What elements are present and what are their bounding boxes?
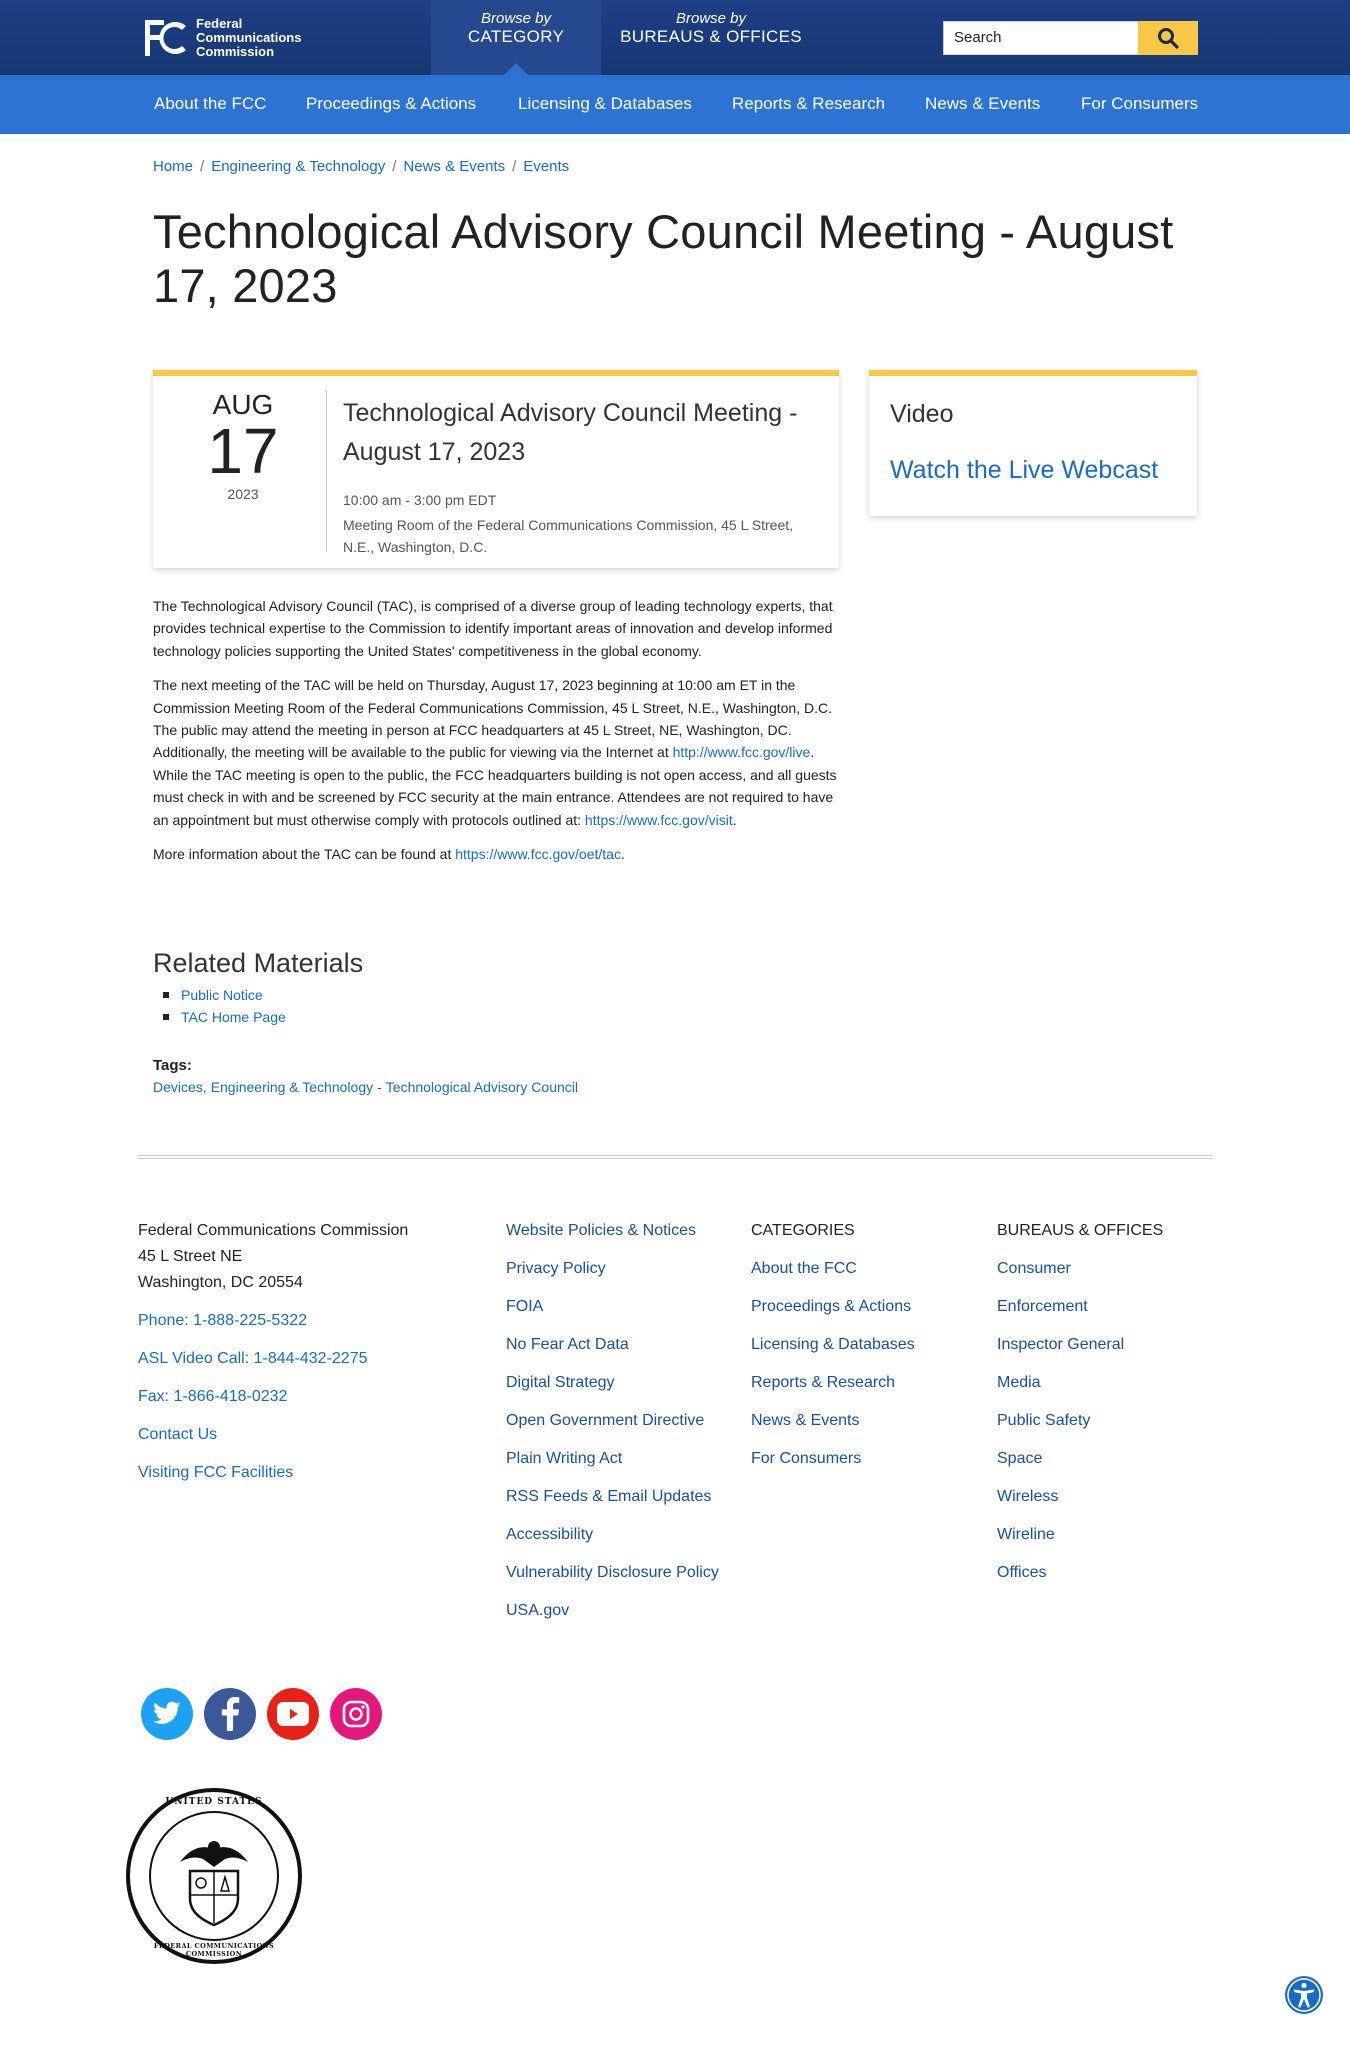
tags-row xyxy=(153,1079,578,1095)
instagram-button[interactable] xyxy=(330,1688,382,1740)
video-card xyxy=(869,370,1197,516)
footer-fax-link[interactable]: Fax: 1-866-418-0232 xyxy=(138,1388,288,1405)
event-time: 10:00 am - 3:00 pm EDT xyxy=(343,492,497,508)
related-materials-list xyxy=(163,984,286,1028)
footer-visiting-link[interactable]: Visiting FCC Facilities xyxy=(138,1464,294,1481)
public-notice-link[interactable]: Public Notice xyxy=(181,987,263,1003)
footer-link[interactable]: Proceedings & Actions xyxy=(751,1298,912,1315)
footer-link[interactable]: Wireline xyxy=(997,1526,1055,1543)
youtube-icon xyxy=(277,1702,309,1726)
tag-comma: , xyxy=(202,1079,207,1095)
related-materials-heading: Related Materials xyxy=(153,948,364,978)
footer-link[interactable]: USA.gov xyxy=(506,1602,570,1619)
fcc-visit-link[interactable]: https://www.fcc.gov/visit xyxy=(584,811,733,828)
logo-text-line3: Commission xyxy=(196,44,275,59)
breadcrumb-home[interactable]: Home xyxy=(153,158,194,175)
description-paragraph-3: More information about the TAC can be found at https://www.fcc.gov/oet/tac. xyxy=(153,846,625,863)
list-item xyxy=(163,984,286,1006)
fcc-logo[interactable] xyxy=(142,17,301,59)
footer-link[interactable]: Digital Strategy xyxy=(506,1374,615,1391)
tag-separator: - xyxy=(377,1079,382,1095)
twitter-button[interactable] xyxy=(141,1688,193,1740)
seal-text-bottom: FEDERAL COMMUNICATIONS COMMISSION xyxy=(153,1942,275,1958)
date-divider xyxy=(326,390,327,552)
tag-devices[interactable]: Devices xyxy=(153,1079,203,1095)
seal-text-top: UNITED STATES xyxy=(165,1797,263,1807)
footer-categories-heading: CATEGORIES xyxy=(751,1222,855,1239)
description-paragraph-1: The Technological Advisory Council (TAC), is comprised of a diverse group of leading technology experts, that provides technical expertise to the Commission to identify important areas of innovation and develop informed technology policies supporting the United States' competitiveness in the global economy. xyxy=(153,598,833,659)
page-title: Technological Advisory Council Meeting - August 17, 2023 xyxy=(153,205,1174,312)
browse-by-bureaus-tab[interactable] xyxy=(601,0,821,75)
footer-link[interactable]: About the FCC xyxy=(751,1260,857,1277)
footer-link[interactable]: FOIA xyxy=(506,1298,544,1315)
footer-link[interactable]: News & Events xyxy=(751,1412,860,1429)
browse-bureaus-big: BUREAUS & OFFICES xyxy=(620,27,802,46)
nav-about[interactable]: About the FCC xyxy=(154,94,267,113)
twitter-icon xyxy=(152,1701,182,1727)
facebook-icon xyxy=(220,1697,240,1731)
breadcrumb: Home / Engineering & Technology / News & Events / Events xyxy=(153,158,570,175)
browse-category-small: Browse by xyxy=(480,10,552,27)
search-icon xyxy=(1157,27,1179,49)
footer-divider xyxy=(138,1155,1212,1159)
footer-link[interactable]: Plain Writing Act xyxy=(506,1450,623,1467)
accessibility-icon[interactable] xyxy=(1284,1975,1324,2015)
event-description xyxy=(153,595,843,877)
footer-asl-link[interactable]: ASL Video Call: 1-844-432-2275 xyxy=(138,1350,368,1367)
logo-text-line1: Federal xyxy=(196,16,243,31)
footer-phone-link[interactable]: Phone: 1-888-225-5322 xyxy=(138,1312,308,1329)
footer-link[interactable]: No Fear Act Data xyxy=(506,1336,629,1353)
nav-caret xyxy=(498,63,534,81)
logo-text-line2: Communications xyxy=(196,30,302,45)
footer-link[interactable]: Reports & Research xyxy=(751,1374,896,1391)
tac-home-page-link[interactable]: TAC Home Page xyxy=(181,1009,286,1025)
watch-live-webcast-link[interactable]: Watch the Live Webcast xyxy=(890,456,1159,484)
browse-bureaus-small: Browse by xyxy=(675,10,747,27)
footer-contact-us-link[interactable]: Contact Us xyxy=(138,1426,218,1443)
footer-contact-column xyxy=(138,1218,458,1498)
footer-link[interactable]: Offices xyxy=(997,1564,1047,1581)
footer-bureaus-heading: BUREAUS & OFFICES xyxy=(997,1222,1164,1239)
event-month: AUG xyxy=(212,389,274,420)
breadcrumb-engineering[interactable]: Engineering & Technology xyxy=(211,158,386,175)
event-date xyxy=(153,390,333,502)
facebook-button[interactable] xyxy=(204,1688,256,1740)
youtube-button[interactable] xyxy=(267,1688,319,1740)
nav-reports[interactable]: Reports & Research xyxy=(732,94,886,113)
fcc-live-link[interactable]: http://www.fcc.gov/live xyxy=(672,744,811,761)
list-item xyxy=(163,1006,286,1028)
event-year: 2023 xyxy=(227,486,259,502)
tac-info-link[interactable]: https://www.fcc.gov/oet/tac xyxy=(455,846,621,863)
footer-link[interactable]: Licensing & Databases xyxy=(751,1336,915,1353)
footer-link[interactable]: For Consumers xyxy=(751,1450,862,1467)
fcc-logo-icon xyxy=(142,18,188,58)
footer-link[interactable]: Inspector General xyxy=(997,1336,1125,1353)
description-paragraph-2: The next meeting of the TAC will be held on Thursday, August 17, 2023 beginning at 10:00 am ET in the Commission Meeting Room of the Federal Communications Commission, 45 L Street, N.E., Washington, D.C. The public may attend the meeting in person at FCC headquarters at 45 L Street, NE, Washington, DC. Additionally, the meeting will be available to the public for viewing via the Internet at http://www.fcc.gov/live. While the TAC meeting is open to the public, the FCC headquarters building is not open access, and all guests must check in with and be screened by FCC security at the main entrance. Attendees are not required to have an appointment but must otherwise comply with protocols outlined at: https://www.fcc.gov/visit. xyxy=(153,677,837,828)
footer-address: Federal Communications Commission 45 L Street NE Washington, DC 20554 xyxy=(138,1222,409,1291)
tags-label: Tags: xyxy=(153,1057,192,1074)
video-heading: Video xyxy=(890,400,954,428)
footer-link[interactable]: Privacy Policy xyxy=(506,1260,606,1277)
browse-category-big: CATEGORY xyxy=(467,27,565,46)
footer-link[interactable]: Consumer xyxy=(997,1260,1071,1277)
nav-news[interactable]: News & Events xyxy=(925,94,1041,113)
breadcrumb-news-events[interactable]: News & Events xyxy=(403,158,506,175)
footer-link[interactable]: Public Safety xyxy=(997,1412,1091,1429)
event-day: 17 xyxy=(207,415,279,487)
tag-tac[interactable]: Technological Advisory Council xyxy=(385,1079,578,1095)
instagram-icon xyxy=(342,1700,370,1728)
tag-engineering[interactable]: Engineering & Technology xyxy=(210,1079,374,1095)
footer-link[interactable]: Media xyxy=(997,1374,1041,1391)
footer-link[interactable]: Accessibility xyxy=(506,1526,594,1543)
nav-consumers[interactable]: For Consumers xyxy=(1081,94,1199,113)
nav-proceedings[interactable]: Proceedings & Actions xyxy=(306,94,477,113)
event-location: Meeting Room of the Federal Communications Commission, 45 L Street, N.E., Washington, D.C. xyxy=(343,517,794,555)
event-card xyxy=(153,370,839,568)
event-title: Technological Advisory Council Meeting - August 17, 2023 xyxy=(343,399,798,466)
breadcrumb-events[interactable]: Events xyxy=(523,158,570,175)
footer-link[interactable]: Space xyxy=(997,1450,1043,1467)
footer-link[interactable]: Vulnerability Disclosure Policy xyxy=(506,1564,719,1581)
nav-licensing[interactable]: Licensing & Databases xyxy=(518,94,692,113)
top-header xyxy=(0,0,1350,75)
footer-policy-column xyxy=(506,1218,726,1636)
footer-link[interactable]: RSS Feeds & Email Updates xyxy=(506,1488,712,1505)
footer-link[interactable]: Wireless xyxy=(997,1488,1059,1505)
main-nav xyxy=(0,75,1350,134)
footer-link[interactable]: Website Policies & Notices xyxy=(506,1222,696,1239)
footer-categories-column xyxy=(751,1218,971,1484)
search-button[interactable] xyxy=(1138,21,1198,55)
footer-bureaus-column xyxy=(997,1218,1217,1598)
search-input[interactable]: Search xyxy=(943,21,1139,55)
footer-link[interactable]: Open Government Directive xyxy=(506,1412,705,1429)
footer-link[interactable]: Enforcement xyxy=(997,1298,1088,1315)
